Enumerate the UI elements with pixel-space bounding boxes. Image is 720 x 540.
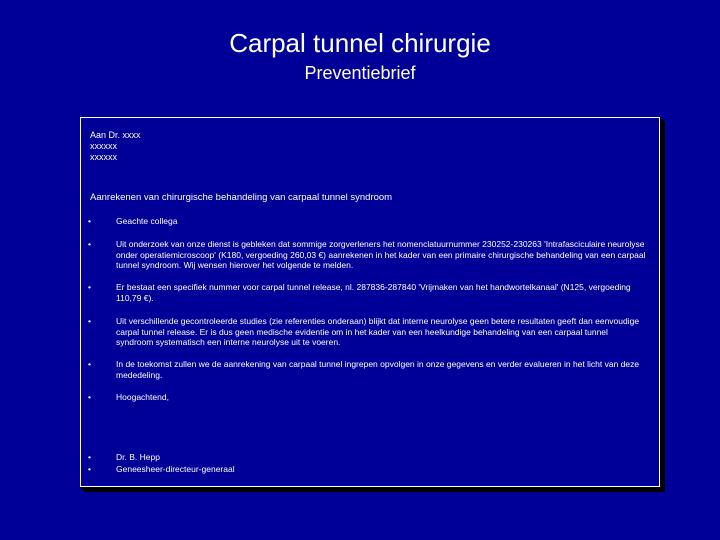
address-line: xxxxxx — [90, 152, 117, 162]
bullet-icon: • — [88, 452, 91, 462]
letter-card-corner-bottom-left — [80, 487, 85, 492]
bullet-icon: • — [88, 392, 91, 402]
address-line: Aan Dr. xxxx — [90, 130, 141, 140]
letter-item-text: In de toekomst zullen we de aanrekening van carpaal tunnel ingrepen opvolgen in onze gegevens en verder evalueren in het licht van deze mededeling. — [116, 359, 640, 380]
letter-address — [90, 130, 141, 163]
letter-signature-name: Dr. B. Hepp — [116, 452, 160, 462]
letter-item-text: Uit onderzoek van onze dienst is gebleken dat sommige zorgverleners het nomenclatuurnummer 230252-230263 'Intrafasciculaire neurolyse onder operatiemicroscoop' (K180, vergoeding 260,03 €) aanrekenen in het kader van een primaire chirurgische behandeling van een carpaal tunnel syndroom. Wij wensen hierover het volgende te melden. — [116, 239, 646, 270]
letter-subject: Aanrekenen van chirurgische behandeling van carpaal tunnel syndroom — [90, 192, 393, 203]
letter-item-text: Hoogachtend, — [116, 392, 169, 402]
bullet-icon: • — [88, 282, 91, 292]
letter-item-text: Er bestaat een specifiek nummer voor carpal tunnel release, nl. 287836-287840 'Vrijmaken van het handwortelkanaal' (N125, vergoeding 110,79 €). — [116, 282, 631, 303]
bullet-icon: • — [88, 464, 91, 474]
letter-item-text: Uit verschillende gecontroleerde studies (zie referenties onderaan) blijkt dat interne neurolyse geen betere resultaten geeft dan eenvoudige carpal tunnel release. Er is dus geen medische evidentie om in het kader van een heelkundige behandeling van een carpaal tunnel syndroom systematisch een interne neurolyse uit te voeren. — [116, 316, 640, 347]
letter-signature-title: Geneesheer-directeur-generaal — [116, 464, 235, 474]
letter-item-text: Geachte collega — [116, 216, 178, 226]
bullet-icon: • — [88, 316, 91, 326]
letter-card-corner-top-right — [660, 117, 665, 122]
address-line: xxxxxx — [90, 141, 117, 151]
bullet-icon: • — [88, 216, 91, 226]
slide-title: Carpal tunnel chirurgie — [229, 28, 491, 58]
bullet-icon: • — [88, 359, 91, 369]
bullet-icon: • — [88, 239, 91, 249]
slide-subtitle: Preventiebrief — [304, 63, 416, 83]
